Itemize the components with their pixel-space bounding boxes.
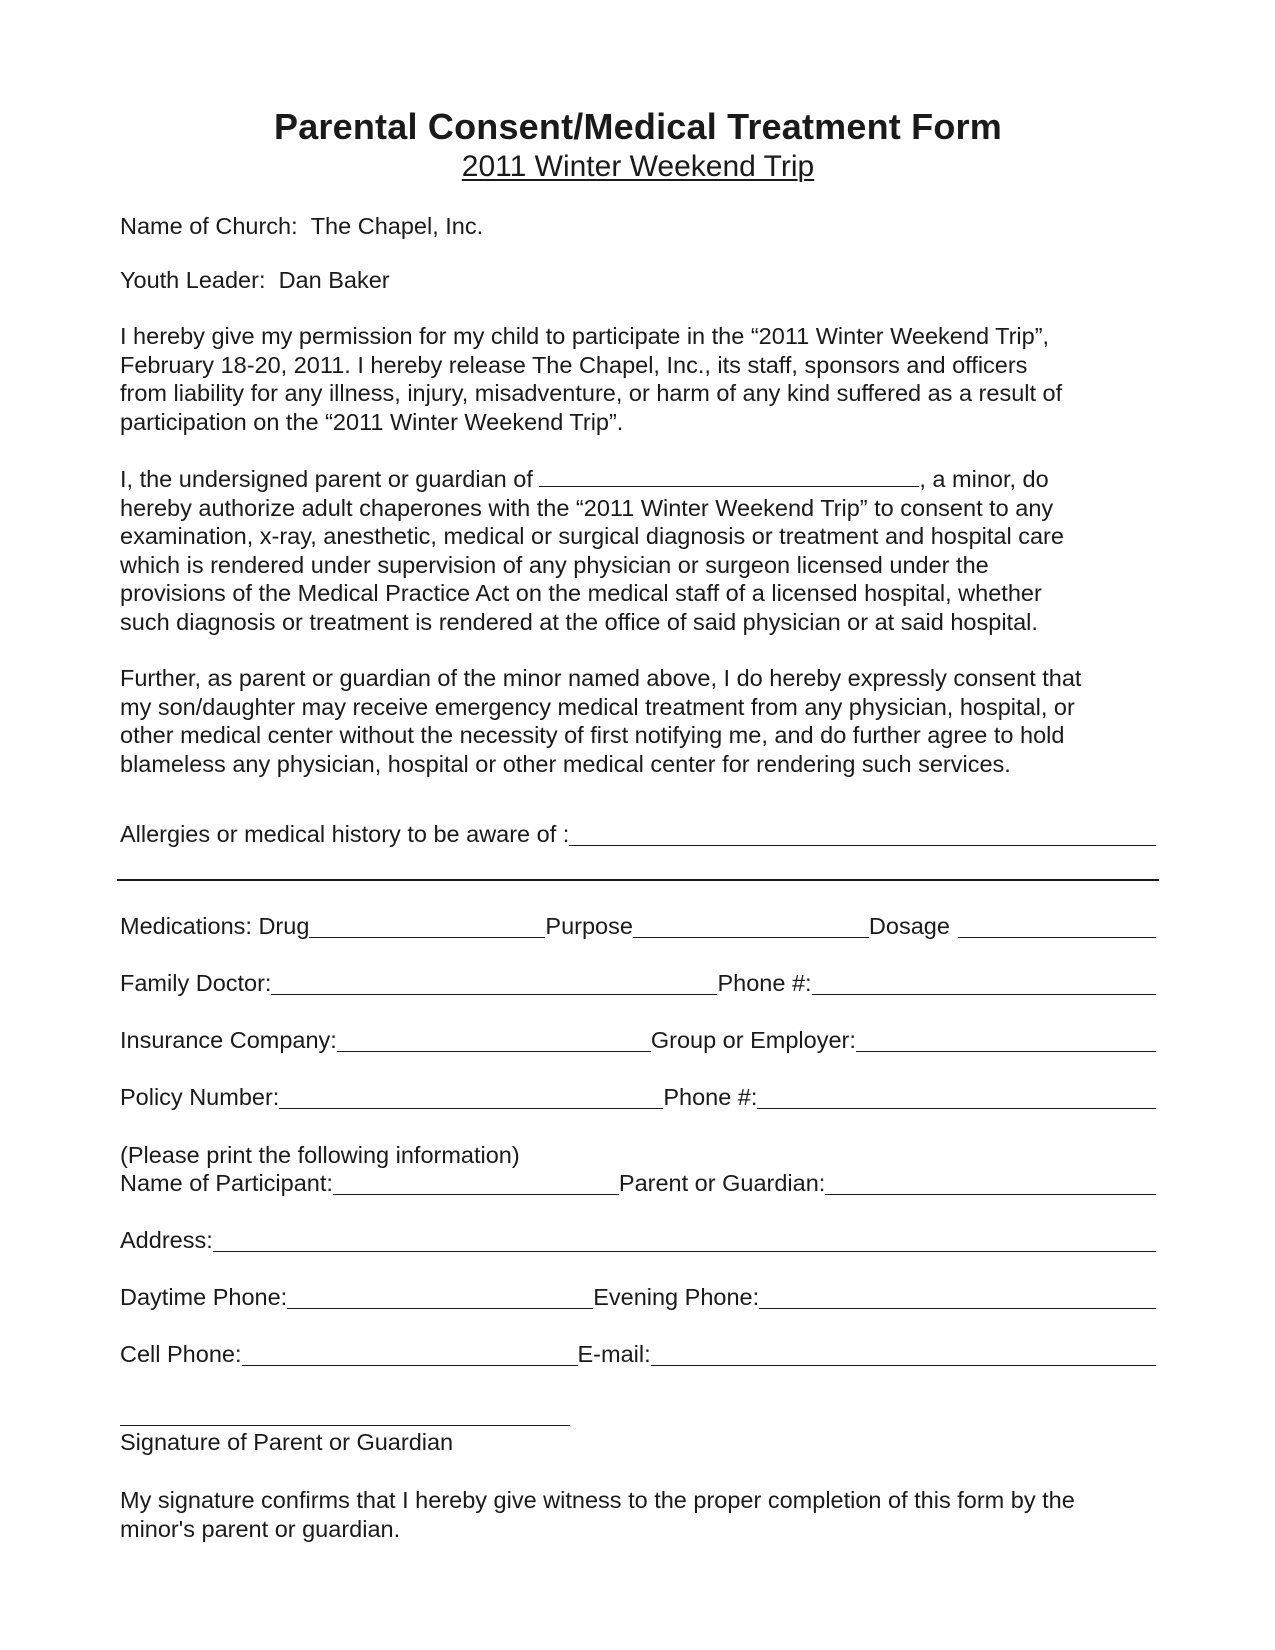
church-line [120, 212, 483, 241]
minor-name-field[interactable] [539, 466, 919, 487]
authorize-first-line [120, 465, 1156, 494]
signature-field[interactable] [120, 1425, 570, 1426]
participant-name-label: Name of Participant: [120, 1170, 333, 1196]
participant-row [120, 1169, 1156, 1198]
further-line: my son/daughter may receive emergency medical treatment from any physician, hospital, or [120, 693, 1075, 720]
cell-phone-field[interactable] [242, 1342, 578, 1366]
group-employer-field[interactable] [856, 1028, 1156, 1052]
group-employer-label: Group or Employer: [650, 1027, 856, 1053]
allergies-field[interactable] [569, 822, 1156, 846]
dosage-label: Dosage [868, 913, 950, 939]
church-value: The Chapel, Inc. [310, 213, 484, 239]
authorize-line: provisions of the Medical Practice Act on the medical staff of a licensed hospital, whether [120, 580, 1042, 607]
signature-label: Signature of Parent or Guardian [120, 1429, 454, 1455]
youth-leader-value: Dan Baker [278, 267, 390, 293]
policy-phone-field[interactable] [757, 1085, 1156, 1109]
authorize-suffix: , a minor, do [919, 466, 1049, 492]
permission-line: participation on the “2011 Winter Weekend Trip”. [120, 408, 624, 435]
further-line: Further, as parent or guardian of the minor named above, I do hereby expressly consent that [120, 665, 1082, 691]
further-line: other medical center without the necessity of first notifying me, and do further agree to hold [120, 722, 1065, 749]
further-paragraph [120, 664, 1156, 778]
allergies-label: Allergies or medical history to be aware of : [120, 821, 570, 847]
participant-name-field[interactable] [333, 1171, 619, 1195]
evening-phone-label: Evening Phone: [593, 1284, 760, 1310]
address-field[interactable] [213, 1228, 1156, 1252]
daytime-phone-field[interactable] [287, 1285, 593, 1309]
form-subtitle-text: 2011 Winter Weekend Trip [461, 150, 815, 183]
address-row [120, 1226, 1156, 1255]
policy-number-field[interactable] [279, 1085, 663, 1109]
allergies-row [120, 820, 1156, 849]
evening-phone-field[interactable] [759, 1285, 1156, 1309]
doctor-phone-field[interactable] [812, 971, 1156, 995]
cell-phone-label: Cell Phone: [120, 1341, 242, 1367]
family-doctor-row [120, 969, 1156, 998]
dosage-field[interactable] [958, 914, 1156, 938]
witness-line: My signature confirms that I hereby give witness to the proper completion of this form by the [120, 1487, 1075, 1513]
email-label: E-mail: [577, 1341, 651, 1367]
authorize-line: examination, x-ray, anesthetic, medical or surgical diagnosis or treatment and hospital care [120, 523, 1064, 550]
purpose-label: Purpose [545, 913, 633, 939]
further-line: blameless any physician, hospital or other medical center for rendering such services. [120, 750, 1011, 777]
policy-number-label: Policy Number: [120, 1084, 280, 1110]
youth-leader-line [120, 266, 390, 295]
cell-email-row [120, 1340, 1156, 1369]
form-subtitle [120, 150, 1156, 184]
permission-line: I hereby give my permission for my child to participate in the “2011 Winter Weekend Trip”, [120, 323, 1050, 349]
insurance-company-field[interactable] [337, 1028, 651, 1052]
insurance-company-label: Insurance Company: [120, 1027, 337, 1053]
family-doctor-field[interactable] [271, 971, 717, 995]
permission-paragraph [120, 322, 1156, 436]
drug-field[interactable] [309, 914, 545, 938]
authorize-paragraph [120, 465, 1156, 637]
medications-row [120, 912, 1156, 941]
form-title: Parental Consent/Medical Treatment Form [274, 106, 1002, 147]
daytime-phone-label: Daytime Phone: [120, 1284, 288, 1310]
family-doctor-label: Family Doctor: [120, 970, 272, 996]
phone-row [120, 1283, 1156, 1312]
church-label: Name of Church: [120, 213, 298, 239]
authorize-prefix: I, the undersigned parent or guardian of [120, 466, 540, 492]
authorize-line: such diagnosis or treatment is rendered at the office of said physician or at said hospital. [120, 608, 1038, 635]
permission-line: February 18-20, 2011. I hereby release The Chapel, Inc., its staff, sponsors and officers [120, 351, 1028, 378]
policy-phone-label: Phone #: [663, 1084, 758, 1110]
authorize-line: hereby authorize adult chaperones with the “2011 Winter Weekend Trip” to consent to any [120, 494, 1054, 521]
policy-row [120, 1083, 1156, 1112]
parent-guardian-field[interactable] [825, 1171, 1156, 1195]
address-label: Address: [120, 1227, 213, 1253]
authorize-line: which is rendered under supervision of any physician or surgeon licensed under the [120, 551, 989, 578]
purpose-field[interactable] [633, 914, 869, 938]
doctor-phone-label: Phone #: [717, 970, 812, 996]
permission-line: from liability for any illness, injury, misadventure, or harm of any kind suffered as a result of [120, 380, 1063, 407]
witness-paragraph [120, 1486, 1156, 1543]
print-note: (Please print the following information) [120, 1142, 520, 1168]
consent-form-page [120, 0, 1156, 1650]
allergies-continuation-line[interactable] [117, 879, 1159, 881]
email-field[interactable] [651, 1342, 1156, 1366]
youth-leader-label: Youth Leader: [120, 267, 266, 293]
witness-line: minor's parent or guardian. [120, 1515, 401, 1542]
medications-drug-label: Medications: Drug [120, 913, 310, 939]
insurance-row [120, 1026, 1156, 1055]
parent-guardian-label: Parent or Guardian: [618, 1170, 826, 1196]
